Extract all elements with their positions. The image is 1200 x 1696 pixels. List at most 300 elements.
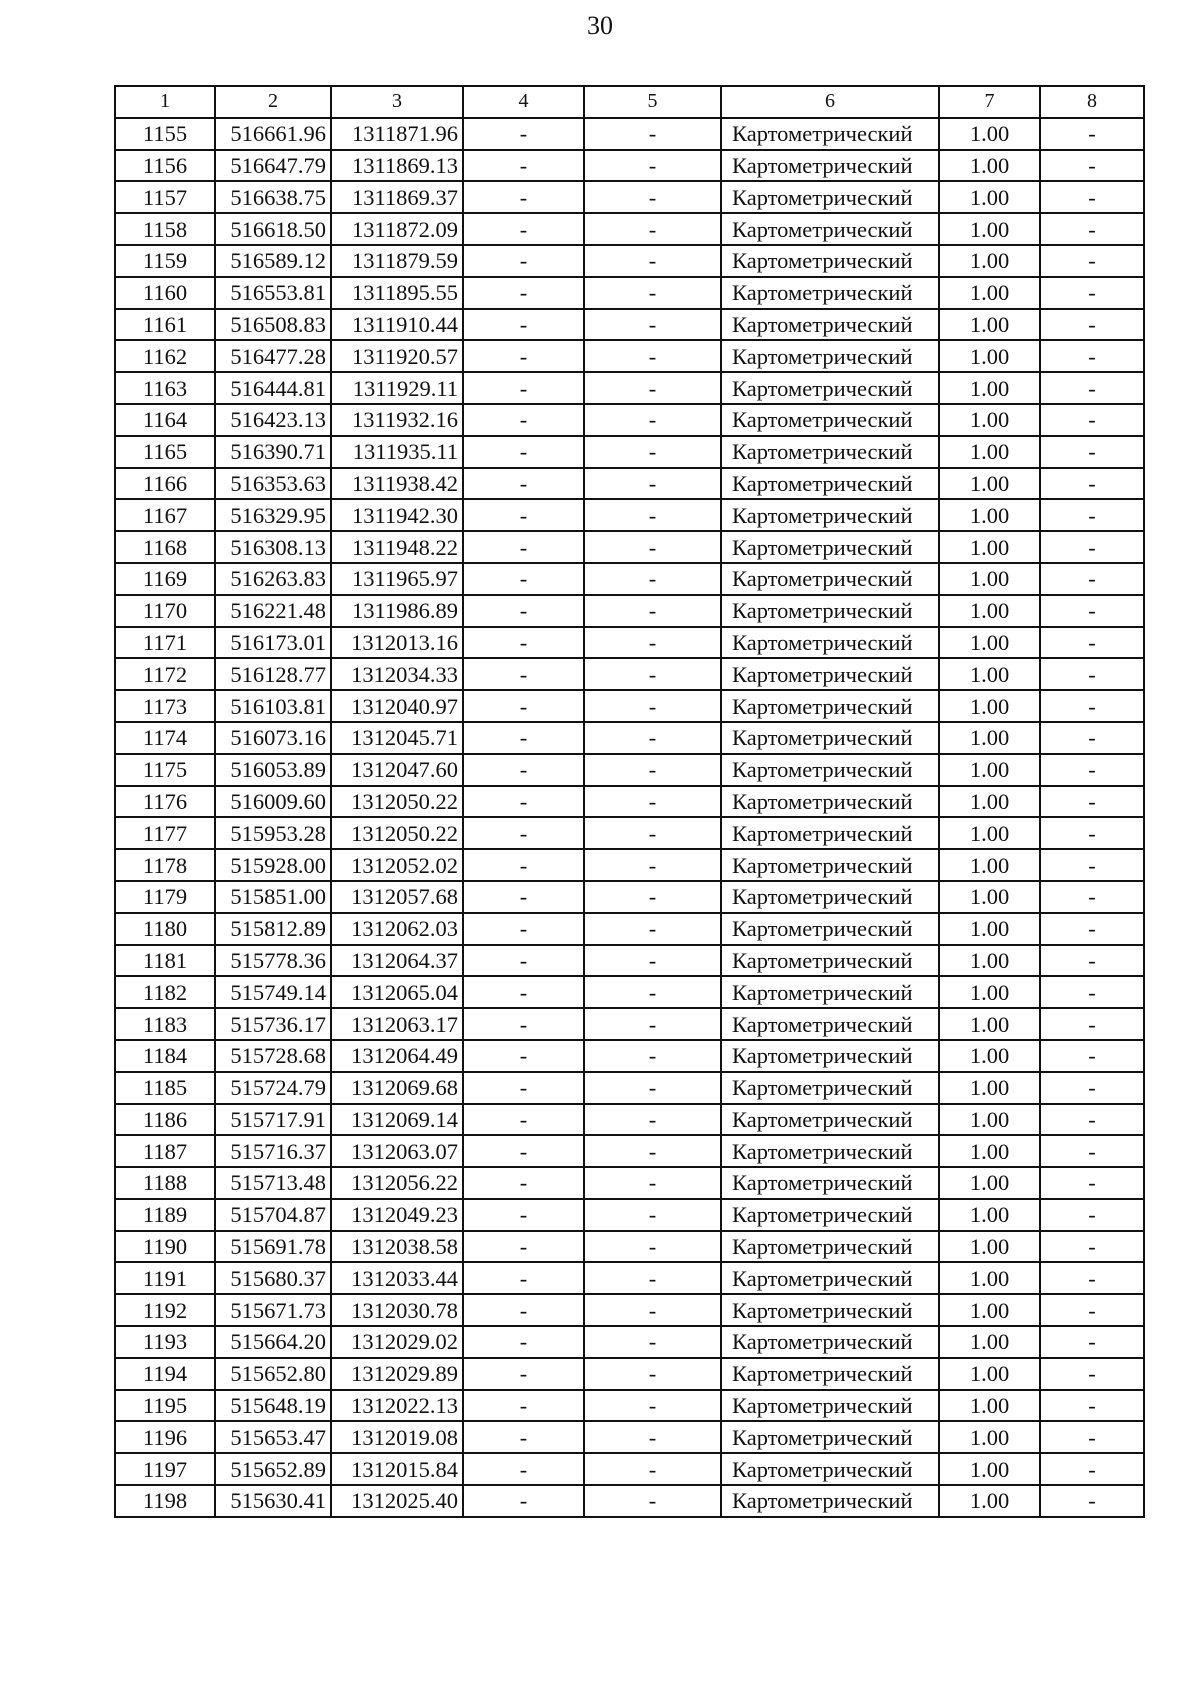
table-header-row	[115, 86, 1144, 118]
y-coordinate-cell: 1311948.22	[331, 531, 463, 563]
point-number-cell: 1178	[115, 849, 215, 881]
col5-cell: -	[584, 1167, 721, 1199]
y-coordinate-cell: 1311869.37	[331, 181, 463, 213]
x-coordinate-cell: 516308.13	[215, 531, 331, 563]
x-coordinate-cell: 515653.47	[215, 1421, 331, 1453]
col4-cell: -	[463, 1294, 584, 1326]
method-cell: Картометрический	[721, 1294, 939, 1326]
accuracy-cell: 1.00	[939, 1072, 1040, 1104]
col5-cell: -	[584, 1104, 721, 1136]
col4-cell: -	[463, 945, 584, 977]
col4-cell: -	[463, 976, 584, 1008]
col4-cell: -	[463, 595, 584, 627]
x-coordinate-cell: 516221.48	[215, 595, 331, 627]
accuracy-cell: 1.00	[939, 690, 1040, 722]
col8-cell: -	[1040, 1104, 1144, 1136]
x-coordinate-cell: 515749.14	[215, 976, 331, 1008]
point-number-cell: 1191	[115, 1262, 215, 1294]
col5-cell: -	[584, 309, 721, 341]
point-number-cell: 1155	[115, 118, 215, 150]
col4-cell: -	[463, 786, 584, 818]
table-row	[115, 499, 1144, 531]
col4-cell: -	[463, 627, 584, 659]
y-coordinate-cell: 1311932.16	[331, 404, 463, 436]
method-cell: Картометрический	[721, 595, 939, 627]
x-coordinate-cell: 516263.83	[215, 563, 331, 595]
col5-cell: -	[584, 1358, 721, 1390]
accuracy-cell: 1.00	[939, 881, 1040, 913]
point-number-cell: 1192	[115, 1294, 215, 1326]
x-coordinate-cell: 516423.13	[215, 404, 331, 436]
y-coordinate-cell: 1312056.22	[331, 1167, 463, 1199]
point-number-cell: 1157	[115, 181, 215, 213]
table-row	[115, 786, 1144, 818]
col4-cell: -	[463, 277, 584, 309]
x-coordinate-cell: 515713.48	[215, 1167, 331, 1199]
col8-cell: -	[1040, 372, 1144, 404]
col5-cell: -	[584, 754, 721, 786]
y-coordinate-cell: 1312047.60	[331, 754, 463, 786]
accuracy-cell: 1.00	[939, 309, 1040, 341]
y-coordinate-cell: 1311935.11	[331, 436, 463, 468]
point-number-cell: 1156	[115, 150, 215, 182]
col8-cell: -	[1040, 817, 1144, 849]
accuracy-cell: 1.00	[939, 817, 1040, 849]
x-coordinate-cell: 515652.80	[215, 1358, 331, 1390]
col8-cell: -	[1040, 1262, 1144, 1294]
col5-cell: -	[584, 340, 721, 372]
page-number: 30	[587, 11, 613, 40]
col4-cell: -	[463, 436, 584, 468]
method-cell: Картометрический	[721, 1040, 939, 1072]
x-coordinate-cell: 516661.96	[215, 118, 331, 150]
method-cell: Картометрический	[721, 118, 939, 150]
table-row	[115, 1421, 1144, 1453]
x-coordinate-cell: 516353.63	[215, 468, 331, 500]
table-row	[115, 213, 1144, 245]
point-number-cell: 1158	[115, 213, 215, 245]
accuracy-cell: 1.00	[939, 372, 1040, 404]
col4-cell: -	[463, 1008, 584, 1040]
table-row	[115, 817, 1144, 849]
col5-cell: -	[584, 1485, 721, 1517]
col5-cell: -	[584, 118, 721, 150]
point-number-cell: 1171	[115, 627, 215, 659]
x-coordinate-cell: 516589.12	[215, 245, 331, 277]
col4-cell: -	[463, 245, 584, 277]
col8-cell: -	[1040, 945, 1144, 977]
method-cell: Картометрический	[721, 1485, 939, 1517]
table-row	[115, 1390, 1144, 1422]
method-cell: Картометрический	[721, 499, 939, 531]
point-number-cell: 1164	[115, 404, 215, 436]
col8-cell: -	[1040, 1485, 1144, 1517]
y-coordinate-cell: 1312064.37	[331, 945, 463, 977]
accuracy-cell: 1.00	[939, 468, 1040, 500]
col4-cell: -	[463, 690, 584, 722]
accuracy-cell: 1.00	[939, 1199, 1040, 1231]
table-row	[115, 1008, 1144, 1040]
point-number-cell: 1195	[115, 1390, 215, 1422]
point-number-cell: 1166	[115, 468, 215, 500]
x-coordinate-cell: 515648.19	[215, 1390, 331, 1422]
col4-cell: -	[463, 722, 584, 754]
y-coordinate-cell: 1312063.17	[331, 1008, 463, 1040]
col5-cell: -	[584, 1135, 721, 1167]
col4-cell: -	[463, 913, 584, 945]
col5-cell: -	[584, 627, 721, 659]
accuracy-cell: 1.00	[939, 1231, 1040, 1263]
method-cell: Картометрический	[721, 404, 939, 436]
y-coordinate-cell: 1311910.44	[331, 309, 463, 341]
y-coordinate-cell: 1312052.02	[331, 849, 463, 881]
point-number-cell: 1161	[115, 309, 215, 341]
method-cell: Картометрический	[721, 881, 939, 913]
y-coordinate-cell: 1311872.09	[331, 213, 463, 245]
table-row	[115, 245, 1144, 277]
table-row	[115, 849, 1144, 881]
x-coordinate-cell: 516477.28	[215, 340, 331, 372]
method-cell: Картометрический	[721, 690, 939, 722]
method-cell: Картометрический	[721, 722, 939, 754]
y-coordinate-cell: 1312013.16	[331, 627, 463, 659]
accuracy-cell: 1.00	[939, 118, 1040, 150]
col5-cell: -	[584, 277, 721, 309]
col5-cell: -	[584, 881, 721, 913]
col4-cell: -	[463, 1104, 584, 1136]
y-coordinate-cell: 1312069.14	[331, 1104, 463, 1136]
accuracy-cell: 1.00	[939, 1135, 1040, 1167]
y-coordinate-cell: 1312029.89	[331, 1358, 463, 1390]
col8-cell: -	[1040, 1453, 1144, 1485]
point-number-cell: 1159	[115, 245, 215, 277]
col4-cell: -	[463, 531, 584, 563]
column-header: 8	[1040, 86, 1144, 118]
method-cell: Картометрический	[721, 1072, 939, 1104]
accuracy-cell: 1.00	[939, 181, 1040, 213]
x-coordinate-cell: 515652.89	[215, 1453, 331, 1485]
table-row	[115, 627, 1144, 659]
method-cell: Картометрический	[721, 563, 939, 595]
table-row	[115, 945, 1144, 977]
method-cell: Картометрический	[721, 436, 939, 468]
col4-cell: -	[463, 1199, 584, 1231]
accuracy-cell: 1.00	[939, 1358, 1040, 1390]
col5-cell: -	[584, 817, 721, 849]
col8-cell: -	[1040, 1040, 1144, 1072]
y-coordinate-cell: 1312040.97	[331, 690, 463, 722]
method-cell: Картометрический	[721, 1421, 939, 1453]
col4-cell: -	[463, 150, 584, 182]
x-coordinate-cell: 516009.60	[215, 786, 331, 818]
y-coordinate-cell: 1312034.33	[331, 658, 463, 690]
method-cell: Картометрический	[721, 1453, 939, 1485]
col5-cell: -	[584, 372, 721, 404]
col5-cell: -	[584, 531, 721, 563]
x-coordinate-cell: 515851.00	[215, 881, 331, 913]
y-coordinate-cell: 1311965.97	[331, 563, 463, 595]
method-cell: Картометрический	[721, 1167, 939, 1199]
y-coordinate-cell: 1312062.03	[331, 913, 463, 945]
x-coordinate-cell: 515664.20	[215, 1326, 331, 1358]
x-coordinate-cell: 515691.78	[215, 1231, 331, 1263]
accuracy-cell: 1.00	[939, 563, 1040, 595]
table-body	[115, 118, 1144, 1517]
point-number-cell: 1169	[115, 563, 215, 595]
method-cell: Картометрический	[721, 913, 939, 945]
column-header: 1	[115, 86, 215, 118]
table-row	[115, 340, 1144, 372]
col8-cell: -	[1040, 309, 1144, 341]
table-row	[115, 436, 1144, 468]
col8-cell: -	[1040, 436, 1144, 468]
col4-cell: -	[463, 1167, 584, 1199]
point-number-cell: 1160	[115, 277, 215, 309]
y-coordinate-cell: 1312049.23	[331, 1199, 463, 1231]
y-coordinate-cell: 1311895.55	[331, 277, 463, 309]
col4-cell: -	[463, 849, 584, 881]
x-coordinate-cell: 516128.77	[215, 658, 331, 690]
point-number-cell: 1184	[115, 1040, 215, 1072]
col5-cell: -	[584, 786, 721, 818]
table-row	[115, 563, 1144, 595]
col8-cell: -	[1040, 1167, 1144, 1199]
table-row	[115, 1072, 1144, 1104]
accuracy-cell: 1.00	[939, 976, 1040, 1008]
accuracy-cell: 1.00	[939, 245, 1040, 277]
method-cell: Картометрический	[721, 754, 939, 786]
col8-cell: -	[1040, 1231, 1144, 1263]
point-number-cell: 1168	[115, 531, 215, 563]
accuracy-cell: 1.00	[939, 436, 1040, 468]
col8-cell: -	[1040, 468, 1144, 500]
accuracy-cell: 1.00	[939, 499, 1040, 531]
point-number-cell: 1170	[115, 595, 215, 627]
point-number-cell: 1190	[115, 1231, 215, 1263]
accuracy-cell: 1.00	[939, 1421, 1040, 1453]
col5-cell: -	[584, 849, 721, 881]
col5-cell: -	[584, 213, 721, 245]
col5-cell: -	[584, 945, 721, 977]
col5-cell: -	[584, 1294, 721, 1326]
y-coordinate-cell: 1312045.71	[331, 722, 463, 754]
accuracy-cell: 1.00	[939, 1390, 1040, 1422]
method-cell: Картометрический	[721, 309, 939, 341]
point-number-cell: 1163	[115, 372, 215, 404]
table-row	[115, 1294, 1144, 1326]
point-number-cell: 1198	[115, 1485, 215, 1517]
col8-cell: -	[1040, 1358, 1144, 1390]
x-coordinate-cell: 515728.68	[215, 1040, 331, 1072]
x-coordinate-cell: 515671.73	[215, 1294, 331, 1326]
y-coordinate-cell: 1312069.68	[331, 1072, 463, 1104]
col8-cell: -	[1040, 150, 1144, 182]
y-coordinate-cell: 1312019.08	[331, 1421, 463, 1453]
accuracy-cell: 1.00	[939, 754, 1040, 786]
col5-cell: -	[584, 658, 721, 690]
accuracy-cell: 1.00	[939, 913, 1040, 945]
point-number-cell: 1182	[115, 976, 215, 1008]
y-coordinate-cell: 1311938.42	[331, 468, 463, 500]
table-row	[115, 1167, 1144, 1199]
point-number-cell: 1183	[115, 1008, 215, 1040]
accuracy-cell: 1.00	[939, 150, 1040, 182]
table-row	[115, 690, 1144, 722]
col5-cell: -	[584, 436, 721, 468]
x-coordinate-cell: 516553.81	[215, 277, 331, 309]
col4-cell: -	[463, 1231, 584, 1263]
column-header: 5	[584, 86, 721, 118]
accuracy-cell: 1.00	[939, 1453, 1040, 1485]
accuracy-cell: 1.00	[939, 1262, 1040, 1294]
col5-cell: -	[584, 690, 721, 722]
x-coordinate-cell: 516103.81	[215, 690, 331, 722]
point-number-cell: 1176	[115, 786, 215, 818]
x-coordinate-cell: 516638.75	[215, 181, 331, 213]
x-coordinate-cell: 516508.83	[215, 309, 331, 341]
table-row	[115, 913, 1144, 945]
col4-cell: -	[463, 404, 584, 436]
accuracy-cell: 1.00	[939, 404, 1040, 436]
point-number-cell: 1197	[115, 1453, 215, 1485]
method-cell: Картометрический	[721, 849, 939, 881]
x-coordinate-cell: 516329.95	[215, 499, 331, 531]
point-number-cell: 1185	[115, 1072, 215, 1104]
table-row	[115, 531, 1144, 563]
y-coordinate-cell: 1311871.96	[331, 118, 463, 150]
accuracy-cell: 1.00	[939, 595, 1040, 627]
col8-cell: -	[1040, 245, 1144, 277]
x-coordinate-cell: 515717.91	[215, 1104, 331, 1136]
method-cell: Картометрический	[721, 627, 939, 659]
table-row	[115, 1135, 1144, 1167]
point-number-cell: 1165	[115, 436, 215, 468]
method-cell: Картометрический	[721, 945, 939, 977]
coordinates-table	[114, 85, 1145, 1518]
col4-cell: -	[463, 658, 584, 690]
accuracy-cell: 1.00	[939, 849, 1040, 881]
y-coordinate-cell: 1311929.11	[331, 372, 463, 404]
col4-cell: -	[463, 1485, 584, 1517]
table-row	[115, 1485, 1144, 1517]
method-cell: Картометрический	[721, 277, 939, 309]
column-header: 4	[463, 86, 584, 118]
method-cell: Картометрический	[721, 245, 939, 277]
point-number-cell: 1194	[115, 1358, 215, 1390]
x-coordinate-cell: 515680.37	[215, 1262, 331, 1294]
col4-cell: -	[463, 1072, 584, 1104]
x-coordinate-cell: 516647.79	[215, 150, 331, 182]
col8-cell: -	[1040, 1294, 1144, 1326]
column-header: 6	[721, 86, 939, 118]
point-number-cell: 1179	[115, 881, 215, 913]
table-row	[115, 754, 1144, 786]
col8-cell: -	[1040, 1421, 1144, 1453]
table-row	[115, 118, 1144, 150]
y-coordinate-cell: 1312057.68	[331, 881, 463, 913]
col8-cell: -	[1040, 1135, 1144, 1167]
x-coordinate-cell: 516618.50	[215, 213, 331, 245]
accuracy-cell: 1.00	[939, 1104, 1040, 1136]
method-cell: Картометрический	[721, 468, 939, 500]
accuracy-cell: 1.00	[939, 213, 1040, 245]
col8-cell: -	[1040, 499, 1144, 531]
point-number-cell: 1162	[115, 340, 215, 372]
y-coordinate-cell: 1312015.84	[331, 1453, 463, 1485]
col5-cell: -	[584, 1326, 721, 1358]
point-number-cell: 1193	[115, 1326, 215, 1358]
col4-cell: -	[463, 118, 584, 150]
method-cell: Картометрический	[721, 1358, 939, 1390]
col5-cell: -	[584, 1199, 721, 1231]
x-coordinate-cell: 515716.37	[215, 1135, 331, 1167]
col5-cell: -	[584, 181, 721, 213]
table-row	[115, 1262, 1144, 1294]
method-cell: Картометрический	[721, 150, 939, 182]
x-coordinate-cell: 515630.41	[215, 1485, 331, 1517]
col4-cell: -	[463, 754, 584, 786]
method-cell: Картометрический	[721, 1390, 939, 1422]
col4-cell: -	[463, 1390, 584, 1422]
y-coordinate-cell: 1311986.89	[331, 595, 463, 627]
col5-cell: -	[584, 245, 721, 277]
y-coordinate-cell: 1311942.30	[331, 499, 463, 531]
col4-cell: -	[463, 309, 584, 341]
col5-cell: -	[584, 404, 721, 436]
y-coordinate-cell: 1312065.04	[331, 976, 463, 1008]
col8-cell: -	[1040, 563, 1144, 595]
y-coordinate-cell: 1312050.22	[331, 817, 463, 849]
point-number-cell: 1196	[115, 1421, 215, 1453]
point-number-cell: 1180	[115, 913, 215, 945]
col5-cell: -	[584, 499, 721, 531]
method-cell: Картометрический	[721, 817, 939, 849]
accuracy-cell: 1.00	[939, 1008, 1040, 1040]
method-cell: Картометрический	[721, 1135, 939, 1167]
point-number-cell: 1177	[115, 817, 215, 849]
y-coordinate-cell: 1312022.13	[331, 1390, 463, 1422]
accuracy-cell: 1.00	[939, 531, 1040, 563]
col5-cell: -	[584, 1390, 721, 1422]
point-number-cell: 1167	[115, 499, 215, 531]
x-coordinate-cell: 515704.87	[215, 1199, 331, 1231]
col8-cell: -	[1040, 1326, 1144, 1358]
col8-cell: -	[1040, 976, 1144, 1008]
table-row	[115, 722, 1144, 754]
col4-cell: -	[463, 1421, 584, 1453]
col8-cell: -	[1040, 690, 1144, 722]
col4-cell: -	[463, 817, 584, 849]
col4-cell: -	[463, 1135, 584, 1167]
col4-cell: -	[463, 499, 584, 531]
y-coordinate-cell: 1312033.44	[331, 1262, 463, 1294]
table-row	[115, 1453, 1144, 1485]
method-cell: Картометрический	[721, 181, 939, 213]
x-coordinate-cell: 516173.01	[215, 627, 331, 659]
accuracy-cell: 1.00	[939, 786, 1040, 818]
x-coordinate-cell: 515778.36	[215, 945, 331, 977]
col8-cell: -	[1040, 658, 1144, 690]
accuracy-cell: 1.00	[939, 1294, 1040, 1326]
point-number-cell: 1174	[115, 722, 215, 754]
y-coordinate-cell: 1311879.59	[331, 245, 463, 277]
col5-cell: -	[584, 1453, 721, 1485]
col8-cell: -	[1040, 722, 1144, 754]
method-cell: Картометрический	[721, 340, 939, 372]
col8-cell: -	[1040, 531, 1144, 563]
table-row	[115, 976, 1144, 1008]
col4-cell: -	[463, 340, 584, 372]
